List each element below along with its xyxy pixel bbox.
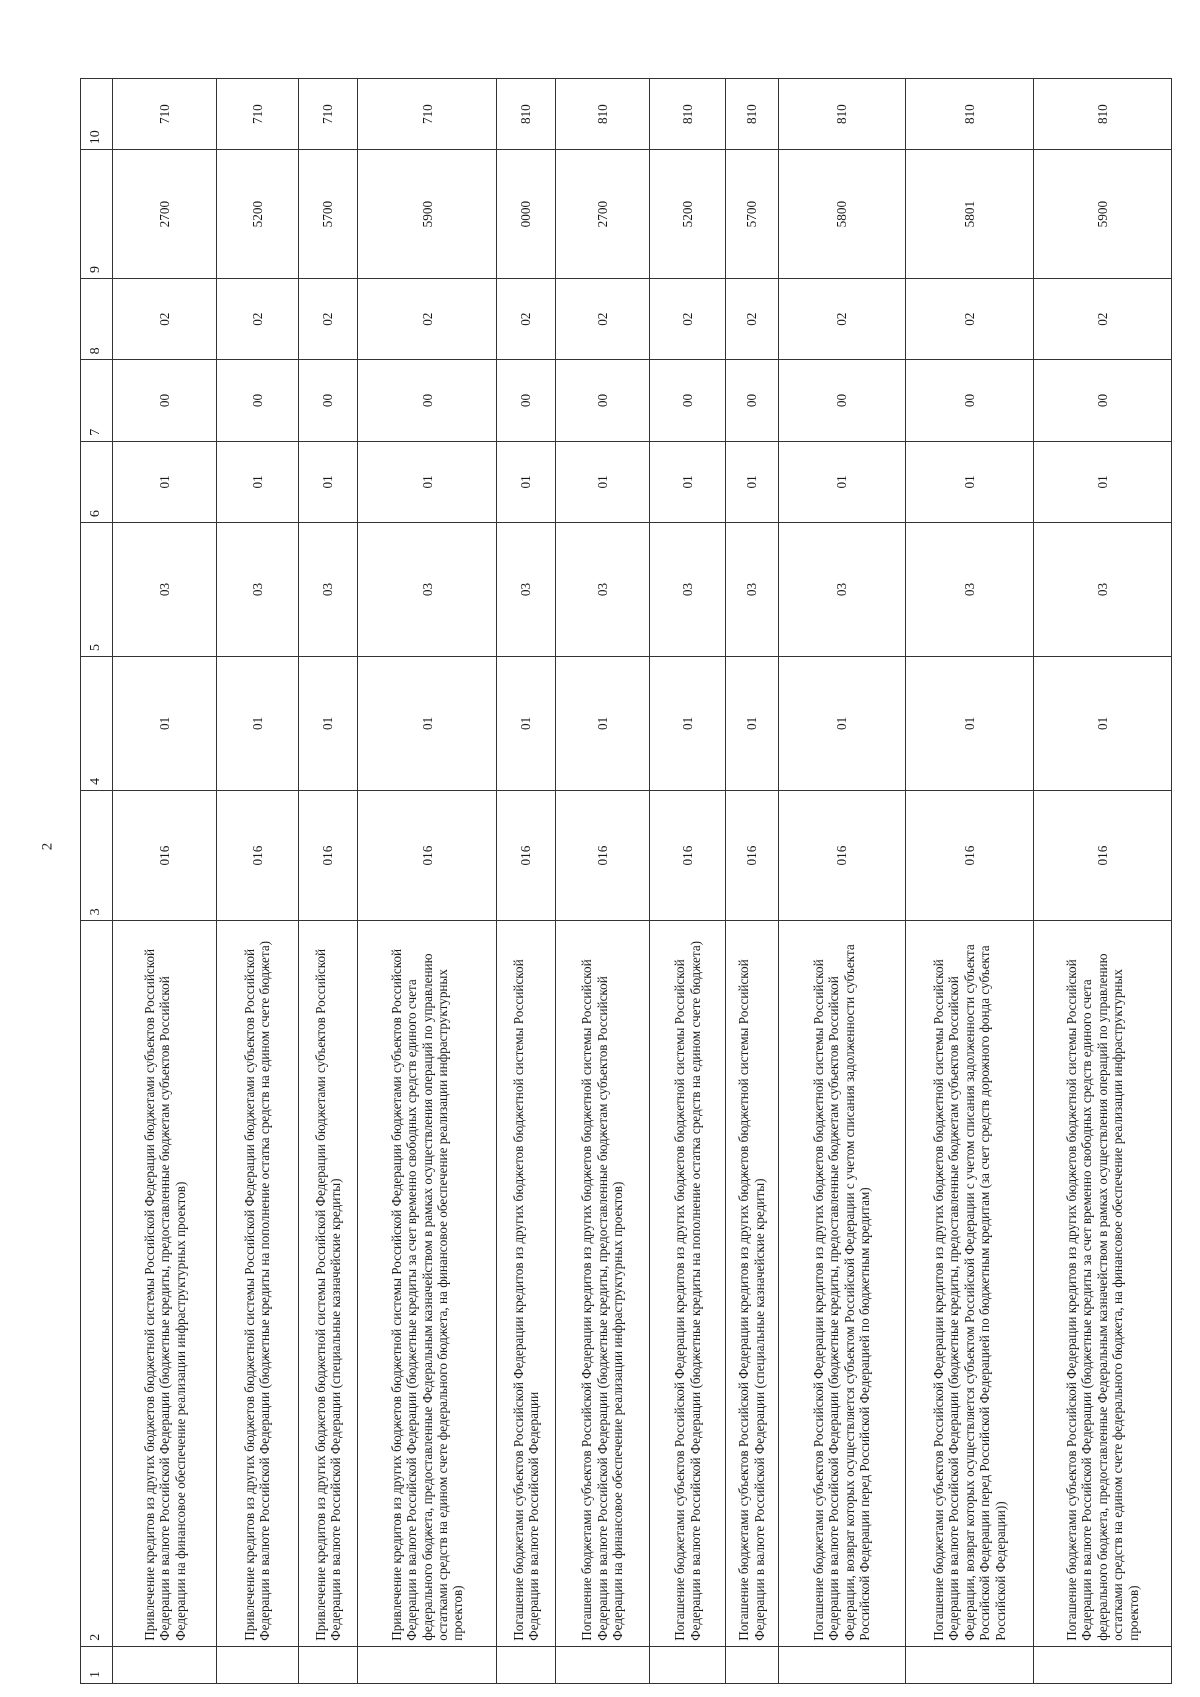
subarticle-code-cell: 00: [113, 360, 217, 441]
program-code-cell: 2700: [113, 150, 217, 279]
admin-code-cell: 016: [497, 790, 556, 921]
program-code-cell: 5200: [217, 150, 298, 279]
group-code-cell: 01: [1034, 656, 1172, 790]
table-row: [779, 79, 906, 1684]
column-header: 10: [81, 79, 113, 150]
subarticle-code-cell: 00: [358, 360, 497, 441]
subarticle-code-cell: 00: [555, 360, 649, 441]
subgroup-code-cell: 03: [650, 523, 725, 657]
subgroup-code-cell: 03: [113, 523, 217, 657]
row-number-cell: [113, 1646, 217, 1683]
article-code-cell: 01: [725, 441, 778, 522]
group-code-cell: 01: [497, 656, 556, 790]
admin-code-cell: 016: [650, 790, 725, 921]
subarticle-code-cell: 00: [217, 360, 298, 441]
rotated-table-wrapper: [80, 78, 1172, 1684]
article-code-cell: 01: [779, 441, 906, 522]
row-number-cell: [358, 1646, 497, 1683]
group-code-cell: 01: [779, 656, 906, 790]
group-code-cell: 01: [650, 656, 725, 790]
program-code-cell: 0000: [497, 150, 556, 279]
subarticle-code-cell: 00: [650, 360, 725, 441]
subgroup-code-cell: 03: [555, 523, 649, 657]
article-code-cell: 01: [1034, 441, 1172, 522]
subarticle-code-cell: 00: [905, 360, 1034, 441]
column-header: 4: [81, 656, 113, 790]
column-header: 3: [81, 790, 113, 921]
description-cell: Погашение бюджетами субъектов Российской Федерации кредитов из других бюджетов бюджетной системы Российской Федерации в валюте Российской Федерации (бюджетные кредиты, предоставленные бюджетам субъектов Российской Федерации, возврат которых осуществляется субъектом Российской Федерации с учетом списания задолженности субъекта Российской Федерации перед Российской Федерацией по бюджетным кредитам): [779, 921, 906, 1646]
article-code-cell: 01: [298, 441, 358, 522]
description-cell: Погашение бюджетами субъектов Российской Федерации кредитов из других бюджетов бюджетной системы Российской Федерации в валюте Российской Федерации (бюджетные кредиты, предоставленные бюджетам субъектов Российской Федерации на финансовое обеспечение реализации инфраструктурных проектов): [555, 921, 649, 1646]
description-cell: Погашение бюджетами субъектов Российской Федерации кредитов из других бюджетов бюджетной системы Российской Федерации в валюте Российской Федерации: [497, 921, 556, 1646]
article-code-cell: 01: [905, 441, 1034, 522]
subgroup-code-cell: 03: [905, 523, 1034, 657]
row-number-cell: [779, 1646, 906, 1683]
description-cell: Погашение бюджетами субъектов Российской Федерации кредитов из других бюджетов бюджетной системы Российской Федерации в валюте Российской Федерации (специальные казначейские кредиты): [725, 921, 778, 1646]
operation-code-cell: 710: [358, 79, 497, 150]
subgroup-code-cell: 03: [725, 523, 778, 657]
admin-code-cell: 016: [779, 790, 906, 921]
table-row: [725, 79, 778, 1684]
group-code-cell: 01: [725, 656, 778, 790]
admin-code-cell: 016: [113, 790, 217, 921]
subarticle-code-cell: 00: [298, 360, 358, 441]
operation-code-cell: 810: [1034, 79, 1172, 150]
operation-code-cell: 810: [905, 79, 1034, 150]
subgroup-code-cell: 03: [298, 523, 358, 657]
subgroup-code-cell: 03: [217, 523, 298, 657]
program-code-cell: 5900: [1034, 150, 1172, 279]
subgroup-code-cell: 03: [1034, 523, 1172, 657]
subgroup-code-cell: 03: [358, 523, 497, 657]
table-row: [113, 79, 217, 1684]
table-row: [650, 79, 725, 1684]
element-code-cell: 02: [650, 279, 725, 360]
row-number-cell: [1034, 1646, 1172, 1683]
table-row: [905, 79, 1034, 1684]
article-code-cell: 01: [113, 441, 217, 522]
group-code-cell: 01: [555, 656, 649, 790]
element-code-cell: 02: [779, 279, 906, 360]
table-row: [298, 79, 358, 1684]
admin-code-cell: 016: [298, 790, 358, 921]
program-code-cell: 5800: [779, 150, 906, 279]
admin-code-cell: 016: [555, 790, 649, 921]
column-header: 2: [81, 921, 113, 1646]
column-header: 5: [81, 523, 113, 657]
description-cell: Погашение бюджетами субъектов Российской Федерации кредитов из других бюджетов бюджетной системы Российской Федерации в валюте Российской Федерации (бюджетные кредиты на пополнение остатка средств на едином счете бюджета): [650, 921, 725, 1646]
element-code-cell: 02: [497, 279, 556, 360]
column-header: 7: [81, 360, 113, 441]
row-number-cell: [555, 1646, 649, 1683]
page-number: 2: [39, 842, 56, 851]
admin-code-cell: 016: [217, 790, 298, 921]
element-code-cell: 02: [905, 279, 1034, 360]
budget-classification-table: [80, 78, 1172, 1684]
operation-code-cell: 710: [298, 79, 358, 150]
row-number-cell: [905, 1646, 1034, 1683]
article-code-cell: 01: [650, 441, 725, 522]
description-cell: Привлечение кредитов из других бюджетов бюджетной системы Российской Федерации бюджетами субъектов Российской Федерации в валюте Российской Федерации (бюджетные кредиты за счет временно свободных средств единого счета федерального бюджета, предоставленные Федеральным казначейством в рамках осуществления операций по управлению остатками средств на едином счете федерального бюджета, на финансовое обеспечение реализации инфраструктурных проектов): [358, 921, 497, 1646]
program-code-cell: 5700: [298, 150, 358, 279]
group-code-cell: 01: [905, 656, 1034, 790]
row-number-cell: [298, 1646, 358, 1683]
group-code-cell: 01: [298, 656, 358, 790]
element-code-cell: 02: [113, 279, 217, 360]
operation-code-cell: 710: [113, 79, 217, 150]
operation-code-cell: 810: [650, 79, 725, 150]
operation-code-cell: 810: [779, 79, 906, 150]
operation-code-cell: 810: [555, 79, 649, 150]
subarticle-code-cell: 00: [725, 360, 778, 441]
table-row: [358, 79, 497, 1684]
element-code-cell: 02: [217, 279, 298, 360]
admin-code-cell: 016: [358, 790, 497, 921]
subarticle-code-cell: 00: [497, 360, 556, 441]
article-code-cell: 01: [217, 441, 298, 522]
column-header: 1: [81, 1646, 113, 1683]
article-code-cell: 01: [497, 441, 556, 522]
description-cell: Привлечение кредитов из других бюджетов бюджетной системы Российской Федерации бюджетами субъектов Российской Федерации в валюте Российской Федерации (бюджетные кредиты на пополнение остатка средств на едином счете бюджета): [217, 921, 298, 1646]
subgroup-code-cell: 03: [779, 523, 906, 657]
program-code-cell: 5900: [358, 150, 497, 279]
admin-code-cell: 016: [725, 790, 778, 921]
table-row: [555, 79, 649, 1684]
element-code-cell: 02: [358, 279, 497, 360]
admin-code-cell: 016: [1034, 790, 1172, 921]
article-code-cell: 01: [555, 441, 649, 522]
description-cell: Привлечение кредитов из других бюджетов бюджетной системы Российской Федерации бюджетами субъектов Российской Федерации в валюте Российской Федерации (специальные казначейские кредиты): [298, 921, 358, 1646]
column-header: 6: [81, 441, 113, 522]
element-code-cell: 02: [725, 279, 778, 360]
table-row: [217, 79, 298, 1684]
element-code-cell: 02: [555, 279, 649, 360]
column-header: 9: [81, 150, 113, 279]
program-code-cell: 5700: [725, 150, 778, 279]
description-cell: Погашение бюджетами субъектов Российской Федерации кредитов из других бюджетов бюджетной системы Российской Федерации в валюте Российской Федерации (бюджетные кредиты, предоставленные бюджетам субъектов Российской Федерации, возврат которых осуществляется субъектом Российской Федерации с учетом списания задолженности субъекта Российской Федерации перед Российской Федерацией по бюджетным кредитам (за счет средств дорожного фонда субъекта Российской Федерации)): [905, 921, 1034, 1646]
article-code-cell: 01: [358, 441, 497, 522]
operation-code-cell: 810: [725, 79, 778, 150]
table-body: [81, 79, 1172, 1684]
program-code-cell: 5200: [650, 150, 725, 279]
element-code-cell: 02: [298, 279, 358, 360]
operation-code-cell: 810: [497, 79, 556, 150]
operation-code-cell: 710: [217, 79, 298, 150]
admin-code-cell: 016: [905, 790, 1034, 921]
group-code-cell: 01: [217, 656, 298, 790]
subgroup-code-cell: 03: [497, 523, 556, 657]
program-code-cell: 5801: [905, 150, 1034, 279]
program-code-cell: 2700: [555, 150, 649, 279]
group-code-cell: 01: [113, 656, 217, 790]
row-number-cell: [650, 1646, 725, 1683]
subarticle-code-cell: 00: [1034, 360, 1172, 441]
table-row: [1034, 79, 1172, 1684]
group-code-cell: 01: [358, 656, 497, 790]
description-cell: Погашение бюджетами субъектов Российской Федерации кредитов из других бюджетов бюджетной системы Российской Федерации в валюте Российской Федерации (бюджетные кредиты за счет временно свободных средств единого счета федерального бюджета, предоставленные Федеральным казначейством в рамках осуществления операций по управлению остатками средств на едином счете федерального бюджета, на финансовое обеспечение реализации инфраструктурных проектов): [1034, 921, 1172, 1646]
column-header: 8: [81, 279, 113, 360]
table-header-row: [81, 79, 113, 1684]
row-number-cell: [497, 1646, 556, 1683]
subarticle-code-cell: 00: [779, 360, 906, 441]
row-number-cell: [725, 1646, 778, 1683]
description-cell: Привлечение кредитов из других бюджетов бюджетной системы Российской Федерации бюджетами субъектов Российской Федерации в валюте Российской Федерации (бюджетные кредиты, предоставленные бюджетам субъектов Российской Федерации на финансовое обеспечение реализации инфраструктурных проектов): [113, 921, 217, 1646]
row-number-cell: [217, 1646, 298, 1683]
element-code-cell: 02: [1034, 279, 1172, 360]
table-row: [497, 79, 556, 1684]
